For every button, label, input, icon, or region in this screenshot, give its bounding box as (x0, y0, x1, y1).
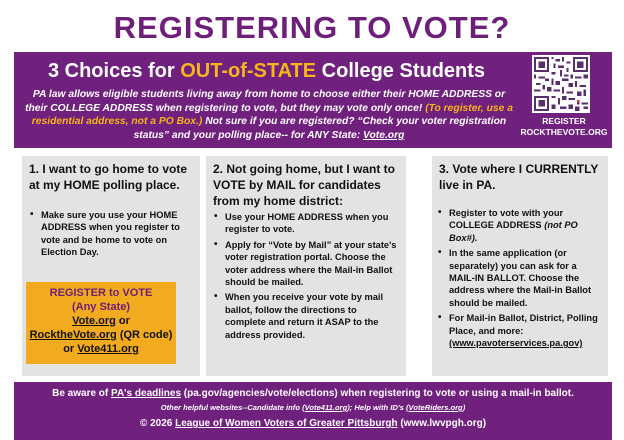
footer-line1-pre: Be aware of (52, 388, 112, 399)
list-item (438, 312, 602, 349)
vote-org-register-link[interactable]: Vote.org (72, 315, 116, 327)
footer-line3-post: (www.lwvpgh.org) (397, 418, 487, 429)
list-item (438, 207, 602, 244)
footer-line2-pre: Other helpful websites--Candidate info ( (160, 403, 305, 412)
top-banner (14, 52, 612, 148)
page-title: REGISTERING TO VOTE? (113, 10, 511, 45)
heading-post: College Students (316, 60, 486, 82)
choice-3-panel (432, 156, 608, 376)
banner-text (24, 88, 514, 142)
register-line-2 (26, 328, 176, 342)
qr-label (519, 116, 609, 138)
vote-org-link[interactable]: Vote.org (363, 129, 405, 141)
copyright-text: © 2026 (139, 418, 176, 429)
vote411-link[interactable]: Vote411.org (77, 343, 139, 355)
register-box-subtitle: (Any State) (71, 301, 131, 313)
pavoterservices-link[interactable]: (www.pavoterservices.pa.gov) (449, 338, 583, 349)
bullet1-text: Register to vote with your COLLEGE ADDRESS (449, 208, 564, 231)
qr-code-container (516, 54, 606, 114)
rockthevote-link[interactable]: RocktheVote.org (29, 329, 117, 341)
register-line-1 (26, 314, 176, 328)
bullet3-text: For Mail-in Ballot, District, Polling Place, and more: (449, 313, 598, 336)
heading-highlight: OUT-of-STATE (180, 60, 317, 82)
choice-1-heading: 1. I want to go home to vote at my HOME polling place. (29, 162, 188, 192)
bullet1-italic: (not PO Box#). (449, 220, 578, 243)
list-item: • Use your HOME ADDRESS when you register to vote. (214, 211, 400, 236)
choice-2-list (214, 211, 400, 344)
banner-main-text: PA law allows eligible students living away from home to choose either their HOME ADDRESS or their COLLEGE ADDRESS when registering to vote, but they may vote only once! (25, 89, 506, 114)
footer-line2-post: ) (462, 403, 466, 412)
or-text: or (63, 343, 78, 355)
list-item: • Make sure you use your HOME ADDRESS when you register to vote and be home to vote on Election Day. (30, 209, 192, 259)
footer-line-2 (14, 403, 612, 413)
pa-deadlines-link[interactable]: PA's deadlines (111, 388, 182, 399)
footer-line-3 (14, 417, 612, 430)
footer-line1-post: (pa.gov/agencies/vote/elections) when registering to vote or using a mail-in ballot. (181, 388, 574, 399)
list-item: • Apply for “Vote by Mail” at your state's voter registration portal. Choose the voter address where the Mail-in Ballot should be mailed. (214, 239, 400, 289)
register-box-title: REGISTER to VOTE (49, 287, 153, 299)
vote411-footer-link[interactable]: Vote411.org (304, 403, 348, 412)
list-item: • When you receive your vote by mail ballot, follow the directions to complete and return it ASAP to the address provided. (214, 291, 400, 341)
footer-line-1 (14, 387, 612, 400)
qr-note: (QR code) (116, 329, 173, 341)
footer-line2-mid: ); Help with ID's ( (347, 403, 409, 412)
lwv-pittsburgh-link[interactable]: League of Women Voters of Greater Pittsburgh (175, 418, 398, 429)
choice-2-panel (206, 156, 406, 376)
register-line-3 (26, 342, 176, 356)
list-item: • In the same application (or separately) you can ask for a MAIL-IN BALLOT. Choose the address where the Mail-in Ballot should be mailed. (438, 247, 602, 309)
voteriders-link[interactable]: VoteRiders.org (408, 403, 463, 412)
register-to-vote-box (26, 282, 176, 364)
banner-orange-text: (To register, use a residential address, not a PO Box.) (31, 102, 513, 128)
qr-code-icon[interactable] (532, 55, 590, 113)
choice-3-heading: 3. Vote where I CURRENTLY live in PA. (439, 162, 599, 192)
banner-check-text: Not sure if you are registered? “Check your voter registration status” and your polling place-- for ANY State: (133, 116, 507, 141)
heading-pre: 3 Choices for (47, 60, 181, 82)
or-text: or (115, 315, 130, 327)
banner-heading (14, 60, 519, 83)
choice-3-list (438, 207, 602, 352)
qr-label-url: ROCKTHEVOTE.ORG (520, 127, 608, 137)
footer-banner (14, 382, 612, 440)
choice-2-heading: 2. Not going home, but I want to VOTE by MAIL for candidates from my home district: (213, 162, 395, 208)
qr-label-register: REGISTER (542, 116, 586, 126)
choice-1-list (30, 209, 192, 262)
